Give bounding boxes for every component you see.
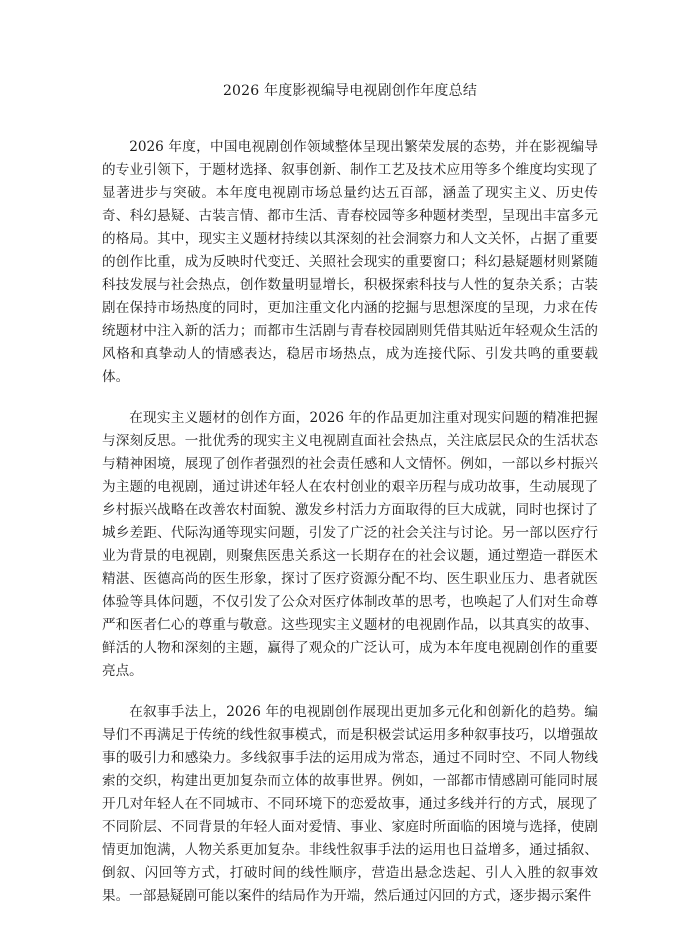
paragraph-overview: 2026 年度，中国电视剧创作领域整体呈现出繁荣发展的态势，并在影视编导的专业引领下，于题材选择、叙事创新、制作工艺及技术应用等多个维度均实现了显著进步与突破。本年度电视剧市场总量约达五百部，涵盖了现实主义、历史传奇、科幻悬疑、古装言情、都市生活、青春校园等多种题材类型，呈现出丰富多元的格局。其中，现实主义题材持续以其深刻的社会洞察力和人文关怀，占据了重要的创作比重，成为反映时代变迁、关照社会现实的重要窗口；科幻悬疑题材则紧随科技发展与社会热点，创作数量明显增长，积极探索科技与人性的复杂关系；古装剧在保持市场热度的同时，更加注重文化内涵的挖掘与思想深度的呈现，力求在传统题材中注入新的活力；而都市生活剧与青春校园剧则凭借其贴近年轻观众生活的风格和真挚动人的情感表达，稳居市场热点，成为连接代际、引发共鸣的重要载体。 <box>102 139 598 385</box>
paragraph-narrative: 在叙事手法上，2026 年的电视剧创作展现出更加多元化和创新化的趋势。编导们不再满足于传统的线性叙事模式，而是积极尝试运用多种叙事技巧，以增强故事的吸引力和感染力。多线叙事手法的运用成为常态，通过不同时空、不同人物线索的交织，构建出更加复杂而立体的故事世界。例如，一部都市情感剧可能同时展开几对年轻人在不同城市、不同环境下的恋爱故事，通过多线并行的方式，展现了不同阶层、不同背景的年轻人面对爱情、事业、家庭时所面临的困境与选择，使剧情更加饱满，人物关系更加复杂。非线性叙事手法的运用也日益增多，通过插叙、倒叙、闪回等方式，打破时间的线性顺序，营造出悬念迭起、引人入胜的叙事效果。一部悬疑剧可能以案件的结局作为开端，然后通过闪回的方式，逐步揭示案件 <box>102 704 598 904</box>
document-body <box>102 136 598 926</box>
paragraph-realism: 在现实主义题材的创作方面，2026 年的作品更加注重对现实问题的精准把握与深刻反思。一批优秀的现实主义电视剧直面社会热点，关注底层民众的生活状态与精神困境，展现了创作者强烈的社会责任感和人文情怀。例如，一部以乡村振兴为主题的电视剧，通过讲述年轻人在农村创业的艰辛历程与成功故事，生动展现了乡村振兴战略在改善农村面貌、激发乡村活力方面取得的巨大成就，同时也探讨了城乡差距、代际沟通等现实问题，引发了广泛的社会关注与讨论。另一部以医疗行业为背景的电视剧，则聚焦医患关系这一长期存在的社会议题，通过塑造一群医术精湛、医德高尚的医生形象，探讨了医疗资源分配不均、医生职业压力、患者就医体验等具体问题，不仅引发了公众对医疗体制改革的思考，也唤起了人们对生命尊严和医者仁心的尊重与敬意。这些现实主义题材的电视剧作品，以其真实的故事、鲜活的人物和深刻的主题，赢得了观众的广泛认可，成为本年度电视剧创作的重要亮点。 <box>102 410 598 679</box>
document-title: 2026 年度影视编导电视剧创作年度总结 <box>222 83 478 99</box>
